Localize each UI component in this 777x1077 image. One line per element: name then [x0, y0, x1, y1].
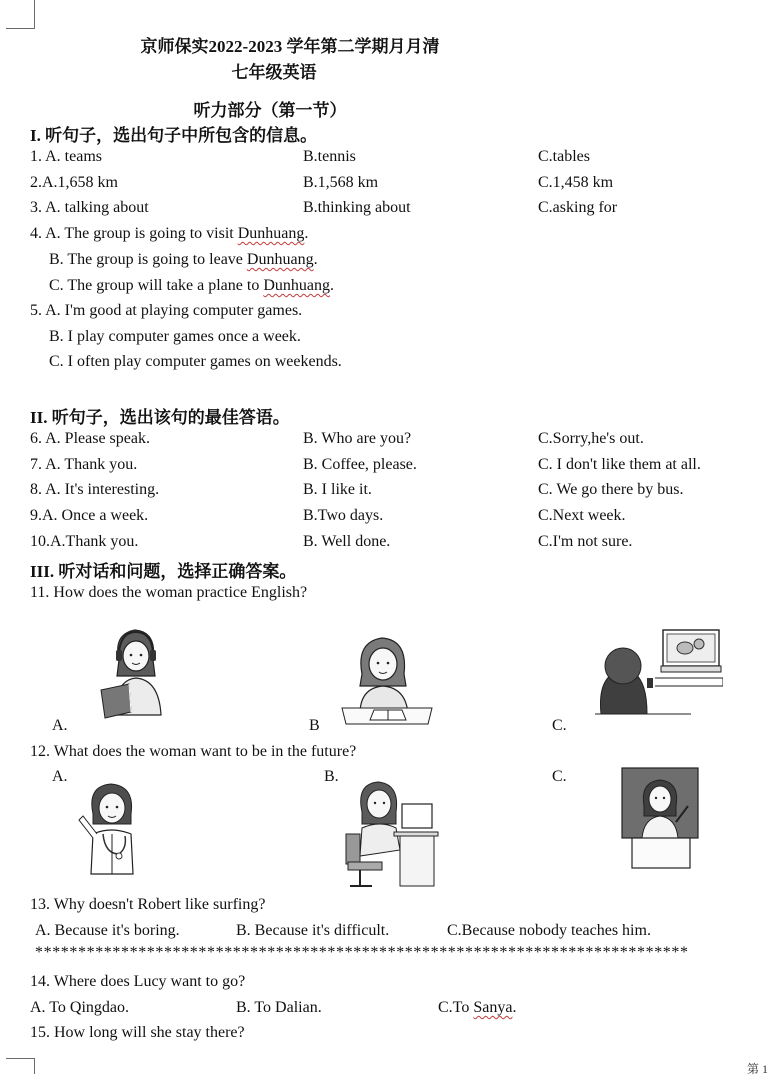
- q5-option-b: B. I play computer games once a week.: [49, 328, 301, 345]
- woman-watching-tv-icon: [595, 626, 723, 718]
- office-woman-computer-icon: [340, 776, 440, 888]
- q12-question: 12. What does the woman want to be in the future?: [30, 743, 357, 760]
- q8-option-c: C. We go there by bus.: [538, 481, 684, 498]
- q13-option-b: B. Because it's difficult.: [236, 922, 390, 939]
- page-number: 第 1: [747, 1062, 769, 1076]
- q11-label-c: C.: [552, 717, 567, 734]
- doctor-woman-icon: [75, 776, 147, 876]
- q12-label-a: A.: [52, 768, 68, 785]
- q10-option-a: 10.A.Thank you.: [30, 533, 139, 550]
- q2-option-c: C.1,458 km: [538, 174, 614, 191]
- q12-label-c: C.: [552, 768, 567, 785]
- q12-label-b: B.: [324, 768, 339, 785]
- q3-option-a: 3. A. talking about: [30, 199, 149, 216]
- q6-option-b: B. Who are you?: [303, 430, 412, 447]
- q10-option-c: C.I'm not sure.: [538, 533, 633, 550]
- part-title: 听力部分（第一节）: [193, 101, 347, 120]
- q9-option-b: B.Two days.: [303, 507, 384, 524]
- woman-writing-notebook-icon: [340, 626, 435, 726]
- q8-option-a: 8. A. It's interesting.: [30, 481, 160, 498]
- section-divider: ****************************************************************************: [35, 944, 689, 961]
- q9-option-a: 9.A. Once a week.: [30, 507, 149, 524]
- q2-option-a: 2.A.1,658 km: [30, 174, 118, 191]
- q5-option-c: C. I often play computer games on weekends.: [49, 353, 342, 370]
- q4-option-c: C. The group will take a plane to Dunhuang.: [49, 277, 334, 294]
- section1-heading: I. 听句子，选出句子中所包含的信息。: [30, 126, 318, 145]
- q7-option-a: 7. A. Thank you.: [30, 456, 138, 473]
- q3-option-c: C.asking for: [538, 199, 618, 216]
- q15-question: 15. How long will she stay there?: [30, 1024, 245, 1041]
- q14-question: 14. Where does Lucy want to go?: [30, 973, 246, 990]
- section2-heading: II. 听句子，选出该句的最佳答语。: [30, 408, 290, 427]
- exam-title: 京师保实2022-2023 学年第二学期月月清: [140, 37, 440, 56]
- q11-label-b: B: [309, 717, 320, 734]
- q4-option-a: 4. A. The group is going to visit Dunhuang.: [30, 225, 309, 242]
- crop-mark-top: [6, 0, 35, 29]
- q1-option-a: 1. A. teams: [30, 148, 102, 165]
- crop-mark-bottom: [6, 1058, 35, 1074]
- q1-option-b: B.tennis: [303, 148, 356, 165]
- q7-option-c: C. I don't like them at all.: [538, 456, 701, 473]
- q1-option-c: C.tables: [538, 148, 590, 165]
- q7-option-b: B. Coffee, please.: [303, 456, 417, 473]
- section3-heading: III. 听对话和问题，选择正确答案。: [30, 562, 297, 581]
- q4-option-b: B. The group is going to leave Dunhuang.: [49, 251, 318, 268]
- q14-option-c: C.To Sanya.: [438, 999, 517, 1016]
- q11-label-a: A.: [52, 717, 68, 734]
- q10-option-b: B. Well done.: [303, 533, 391, 550]
- q5-option-a: 5. A. I'm good at playing computer games.: [30, 302, 303, 319]
- q6-option-c: C.Sorry,he's out.: [538, 430, 644, 447]
- q9-option-c: C.Next week.: [538, 507, 626, 524]
- q6-option-a: 6. A. Please speak.: [30, 430, 150, 447]
- exam-subtitle: 七年级英语: [231, 63, 317, 82]
- woman-headphones-reading-icon: [95, 620, 175, 720]
- q13-option-a: A. Because it's boring.: [35, 922, 180, 939]
- q2-option-b: B.1,568 km: [303, 174, 379, 191]
- q8-option-b: B. I like it.: [303, 481, 372, 498]
- q13-option-c: C.Because nobody teaches him.: [447, 922, 651, 939]
- q14-option-a: A. To Qingdao.: [30, 999, 130, 1016]
- q3-option-b: B.thinking about: [303, 199, 411, 216]
- q13-question: 13. Why doesn't Robert like surfing?: [30, 896, 266, 913]
- teacher-woman-blackboard-icon: [618, 766, 700, 870]
- q14-option-b: B. To Dalian.: [236, 999, 322, 1016]
- q11-question: 11. How does the woman practice English?: [30, 584, 308, 601]
